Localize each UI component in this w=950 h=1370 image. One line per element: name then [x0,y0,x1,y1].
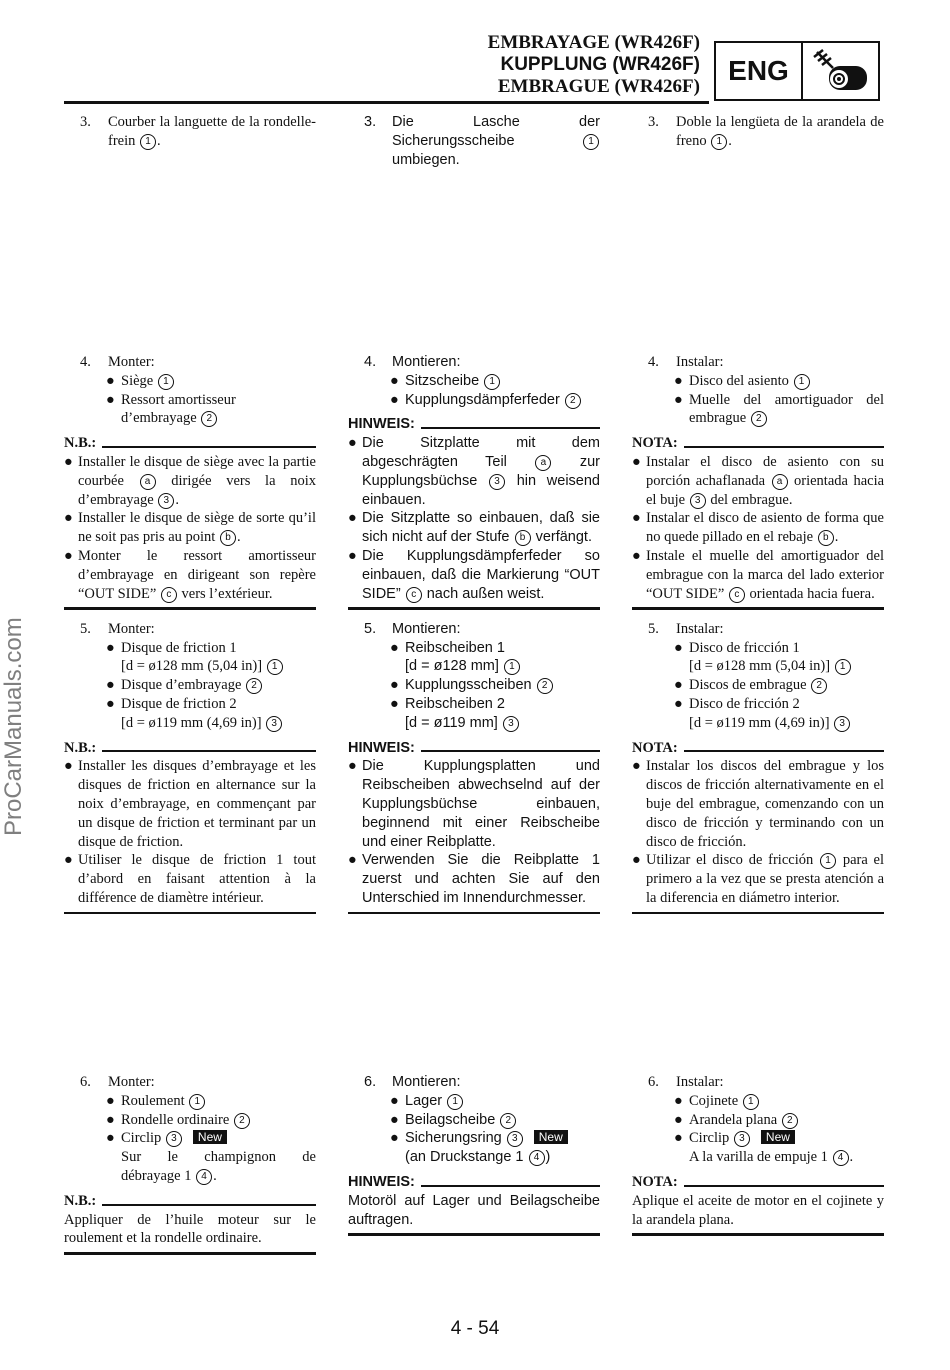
step-verb: Monter: [108,1074,155,1090]
note-item: ● Instale el muelle del amortiguador del embrague con la marca del lado exterior “OUT SIDE” c orientada hacia fuera. [632,547,884,602]
note-item: ● Instalar el disco de asiento de forma que no quede pillado en el rebaje b . [632,510,884,546]
new-part-badge: New [534,1130,568,1144]
step-verb: Instalar: [676,1074,724,1090]
section-rule [632,1233,884,1236]
step-text: Die Lasche der Sicherungsscheibe 1 umbiegen. [392,114,600,168]
note-header: N.B.: [64,739,316,758]
list-item-continuation: débrayage 1 4 . [121,1167,217,1184]
list-item: ● Disque d’embrayage 2 [64,676,316,695]
note-item: ● Instalar el disco de asiento con su porción achaflanada a orientada hacia el buje 3 del embrague. [632,453,885,508]
list-item: ● Beilagscheibe 2 [348,1111,600,1130]
note-item: ● Die Sitzplatte so einbauen, daß sie sich nicht auf der Stufe b verfängt. [348,510,600,546]
note-header: HINWEIS: [348,415,600,434]
section-badge-label: ENG [716,43,803,99]
step-number: 3. [80,114,91,130]
step-number: 5. [364,620,377,637]
step-verb: Instalar: [676,620,724,637]
list-item: ● Sitzscheibe 1 [348,372,600,391]
step-verb: Monter: [108,620,155,637]
step-number: 4. [80,354,91,370]
note-text: Appliquer de l’huile moteur sur le roulement et la rondelle ordinaire. [64,1211,316,1247]
section-rule [632,607,884,610]
list-item-spec: [d = ø119 mm (4,69 in)] 3 [64,714,316,733]
list-item: ● Circlip 3 New [64,1129,316,1148]
engine-bolt-icon [803,43,878,99]
section-rule [64,912,316,915]
list-item: ● Ressort amortisseur [106,391,236,408]
fr-step-6 [64,1073,316,1255]
step-number: 5. [648,620,659,637]
list-item: ● Discos de embrague 2 [632,676,884,695]
note-item: ● Instalar los discos del embrague y los discos de fricción alternativamente en el buje del embrague, comenzando con un disco de fricción y terminando con un disco de fricción. [632,758,884,850]
fr-step-3 [64,113,316,151]
header-rule [64,101,709,104]
note-item: ● Utilizar el disco de fricción 1 para el primero a la vez que se presta atención a la diferencia en diámetro interior. [632,852,885,907]
list-item: ● Disco del asiento 1 [632,372,884,391]
list-item-continuation: d’embrayage 2 [64,409,316,428]
note-header: HINWEIS: [348,1173,600,1192]
side-watermark: ProCarManuals.com [0,617,27,836]
de-step-4 [348,353,600,914]
list-item: ● Kupplungsdämpferfeder 2 [348,391,600,410]
section-rule [632,912,884,915]
note-header: N.B.: [64,434,316,453]
section-rule [348,912,600,915]
header-titles [488,32,700,98]
note-item: ● Verwenden Sie die Reibplatte 1 zuerst und achten Sie auf den Unterschied im Innendurchmesser. [348,852,600,907]
step-number: 6. [364,1074,377,1090]
list-item-spec: [d = ø119 mm] 3 [348,714,600,733]
list-item-spec: [d = ø128 mm] 1 [348,657,600,676]
list-item: ● Disco de fricción 1 [674,639,800,656]
note-item: ● Utiliser le disque de friction 1 tout d’abord en faisant attention à la différence de diamètre intérieur. [64,852,316,907]
list-item-spec: [d = ø128 mm (5,04 in)] 1 [632,657,884,676]
list-item-continuation: embrague 2 [632,409,884,428]
title-german: KUPPLUNG (WR426F) [500,54,700,75]
callout-1: 1 [140,134,156,150]
list-item-continuation: A la varilla de empuje 1 4 . [689,1149,854,1166]
note-header: HINWEIS: [348,739,600,758]
note-header: N.B.: [64,1192,316,1211]
title-french: EMBRAYAGE (WR426F) [487,32,700,53]
note-text: Aplique el aceite de motor en el cojinete y la arandela plana. [632,1192,884,1228]
es-step-4 [632,353,884,914]
list-item-spec: [d = ø119 mm (4,69 in)] 3 [632,714,884,733]
note-item: ● Die Kupplungsplatten und Reibscheiben abwechselnd auf der Kupplungsbüchse einbauen, beginnend mit einer Reibscheibe und einer Reibplatte. [348,758,600,850]
list-item: ● Rondelle ordinaire 2 [64,1111,316,1130]
section-rule [348,607,600,610]
step-verb: Instalar: [676,354,724,370]
es-step-3 [632,113,884,151]
de-step-3 [348,113,600,169]
step-number: 6. [80,1074,91,1090]
note-item: ● Die Sitzplatte mit dem abgeschrägten Teil a zur Kupplungsbüchse 3 hin weisend einbauen. [348,435,600,508]
step-text: Doble la lengüeta de la arandela de freno 1 . [676,114,884,149]
de-step-6 [348,1073,600,1236]
list-item: ● Lager 1 [348,1092,600,1111]
section-rule [64,607,316,610]
list-item: ● Kupplungsscheiben 2 [348,676,600,695]
step-number: 3. [364,114,377,130]
list-item-continuation: (an Druckstange 1 4 ) [405,1149,551,1166]
page-number: 4 - 54 [450,1318,500,1339]
step-number: 3. [648,114,659,130]
note-text: Motoröl auf Lager und Beilagscheibe auftragen. [348,1192,600,1228]
step-number: 6. [648,1074,659,1090]
step-verb: Montieren: [392,354,461,370]
note-item: ● Monter le ressort amortisseur d’embrayage en dirigeant son repère “OUT SIDE” c vers l’extérieur. [64,547,316,602]
step-text: Courber la languette de la rondelle-frein 1 . [108,114,316,149]
note-header: NOTA: [632,434,884,453]
list-item: ● Muelle del amortiguador del [674,391,884,408]
list-item: ● Siège 1 [64,372,316,391]
list-item-spec: [d = ø128 mm (5,04 in)] 1 [64,657,316,676]
note-item: ● Die Kupplungsdämpferfeder so einbauen, daß die Markierung “OUT SIDE” c nach außen weist. [348,547,600,602]
new-part-badge: New [761,1130,795,1144]
new-part-badge: New [193,1130,227,1144]
section-rule [64,1252,316,1255]
list-item: ● Reibscheiben 1 [390,639,505,656]
list-item-continuation: Sur le champignon de [121,1149,316,1166]
step-number: 4. [364,354,377,370]
step-verb: Montieren: [392,1074,461,1090]
step-number: 4. [648,354,659,370]
list-item: ● Disco de fricción 2 [674,696,800,713]
list-item: ● Circlip 3 New [632,1129,884,1148]
step-verb: Monter: [108,354,155,370]
note-header: NOTA: [632,739,884,758]
list-item: ● Arandela plana 2 [632,1111,884,1130]
list-item: ● Cojinete 1 [632,1092,884,1111]
note-item: ● Installer les disques d’embrayage et les disques de friction en alternance sur la noix d’embrayage, en commençant par un disque de friction et terminant par un disque de friction. [64,758,316,850]
section-badge [714,41,880,101]
step-verb: Montieren: [392,620,461,637]
note-item: ● Installer le disque de siège avec la partie courbée a dirigée vers la noix d’embrayage 3 . [64,453,316,508]
note-header: NOTA: [632,1173,884,1192]
list-item: ● Sicherungsring 3 New [348,1129,600,1148]
es-step-6 [632,1073,884,1236]
list-item: ● Roulement 1 [64,1092,316,1111]
list-item: ● Reibscheiben 2 [390,696,505,713]
title-spanish: EMBRAGUE (WR426F) [497,76,700,97]
note-item: ● Installer le disque de siège de sorte qu’il ne soit pas pris au point b . [64,510,316,546]
fr-step-4 [64,353,316,914]
list-item: ● Disque de friction 2 [106,696,237,713]
section-rule [348,1233,600,1236]
list-item: ● Disque de friction 1 [106,639,237,656]
step-number: 5. [80,620,91,637]
